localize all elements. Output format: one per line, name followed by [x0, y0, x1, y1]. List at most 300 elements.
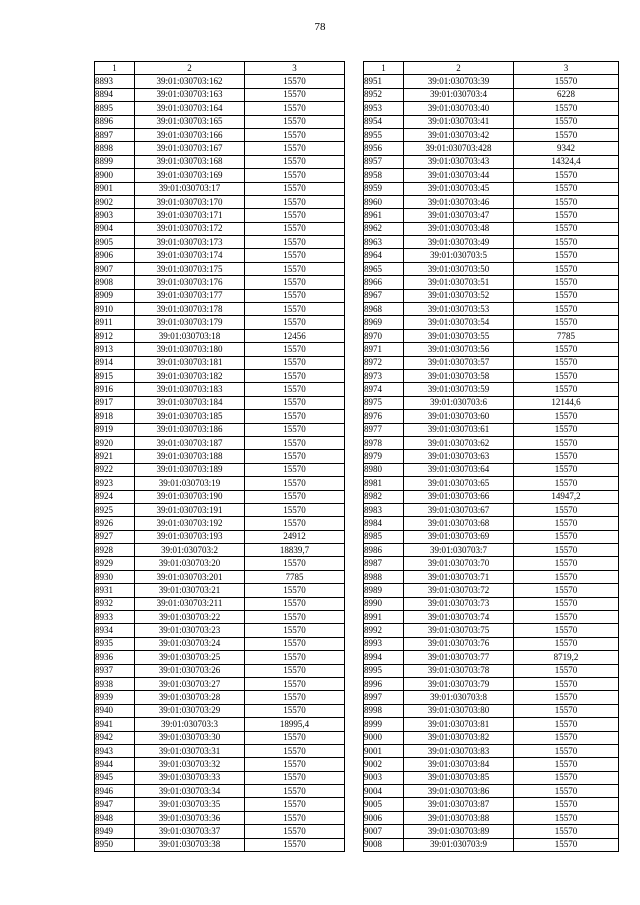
row-number: 8924: [95, 490, 135, 503]
cadastral-number: 39:01:030703:45: [404, 182, 514, 195]
cadastral-number: 39:01:030703:183: [135, 383, 245, 396]
cadastral-number: 39:01:030703:78: [404, 664, 514, 677]
left-table-body: [95, 75, 345, 852]
row-number: 8963: [364, 236, 404, 249]
cadastral-number: 39:01:030703:172: [135, 222, 245, 235]
value: 15570: [245, 758, 345, 771]
row-number: 8915: [95, 369, 135, 382]
row-number: 8973: [364, 369, 404, 382]
table-row: [95, 276, 345, 289]
value: 12144,6: [514, 396, 619, 409]
value: 15570: [514, 303, 619, 316]
value: 15570: [245, 423, 345, 436]
value: 15570: [514, 316, 619, 329]
row-number: 8965: [364, 262, 404, 275]
cadastral-number: 39:01:030703:174: [135, 249, 245, 262]
value: 15570: [514, 463, 619, 476]
cadastral-number: 39:01:030703:8: [404, 691, 514, 704]
row-number: 8992: [364, 624, 404, 637]
table-row: [364, 209, 619, 222]
value: 15570: [514, 838, 619, 851]
value: 15570: [514, 477, 619, 490]
value: 18839,7: [245, 544, 345, 557]
row-number: 8908: [95, 276, 135, 289]
value: 15570: [245, 102, 345, 115]
cadastral-number: 39:01:030703:189: [135, 463, 245, 476]
cadastral-number: 39:01:030703:39: [404, 75, 514, 88]
cadastral-number: 39:01:030703:49: [404, 236, 514, 249]
table-row: [95, 677, 345, 690]
cadastral-number: 39:01:030703:32: [135, 758, 245, 771]
cadastral-number: 39:01:030703:175: [135, 262, 245, 275]
cadastral-number: 39:01:030703:17: [135, 182, 245, 195]
cadastral-number: 39:01:030703:30: [135, 731, 245, 744]
table-row: [95, 704, 345, 717]
row-number: 8930: [95, 570, 135, 583]
value: 15570: [245, 289, 345, 302]
row-number: 8941: [95, 718, 135, 731]
cadastral-number: 39:01:030703:47: [404, 209, 514, 222]
row-number: 8923: [95, 477, 135, 490]
column-header-1: 1: [364, 62, 404, 75]
cadastral-number: 39:01:030703:20: [135, 557, 245, 570]
cadastral-number: 39:01:030703:35: [135, 798, 245, 811]
table-row: [364, 222, 619, 235]
right-table-body: [364, 75, 619, 852]
cadastral-number: 39:01:030703:62: [404, 436, 514, 449]
value: 14324,4: [514, 155, 619, 168]
value: 15570: [514, 423, 619, 436]
row-number: 8932: [95, 597, 135, 610]
cadastral-number: 39:01:030703:29: [135, 704, 245, 717]
value: 15570: [245, 450, 345, 463]
row-number: 8901: [95, 182, 135, 195]
row-number: 8979: [364, 450, 404, 463]
row-number: 9005: [364, 798, 404, 811]
cadastral-number: 39:01:030703:22: [135, 611, 245, 624]
cadastral-number: 39:01:030703:176: [135, 276, 245, 289]
table-row: [95, 557, 345, 570]
cadastral-number: 39:01:030703:190: [135, 490, 245, 503]
value: 15570: [514, 75, 619, 88]
row-number: 8986: [364, 544, 404, 557]
header-row: [95, 62, 345, 75]
cadastral-number: 39:01:030703:193: [135, 530, 245, 543]
row-number: 8964: [364, 249, 404, 262]
table-row: [364, 383, 619, 396]
row-number: 8977: [364, 423, 404, 436]
cadastral-number: 39:01:030703:69: [404, 530, 514, 543]
row-number: 8955: [364, 128, 404, 141]
value: 18995,4: [245, 718, 345, 731]
table-row: [364, 744, 619, 757]
value: 15570: [514, 584, 619, 597]
value: 15570: [514, 677, 619, 690]
cadastral-number: 39:01:030703:71: [404, 570, 514, 583]
row-number: 8914: [95, 356, 135, 369]
row-number: 8951: [364, 75, 404, 88]
value: 15570: [514, 262, 619, 275]
table-row: [95, 289, 345, 302]
table-row: [364, 396, 619, 409]
table-row: [95, 249, 345, 262]
cadastral-number: 39:01:030703:84: [404, 758, 514, 771]
cadastral-number: 39:01:030703:43: [404, 155, 514, 168]
table-row: [364, 825, 619, 838]
cadastral-number: 39:01:030703:2: [135, 544, 245, 557]
value: 15570: [514, 758, 619, 771]
cadastral-number: 39:01:030703:7: [404, 544, 514, 557]
row-number: 8926: [95, 517, 135, 530]
cadastral-number: 39:01:030703:18: [135, 329, 245, 342]
value: 15570: [245, 115, 345, 128]
row-number: 9003: [364, 771, 404, 784]
value: 15570: [245, 369, 345, 382]
row-number: 9007: [364, 825, 404, 838]
row-number: 8943: [95, 744, 135, 757]
right-table: [363, 61, 619, 852]
row-number: 8988: [364, 570, 404, 583]
row-number: 8919: [95, 423, 135, 436]
table-row: [95, 798, 345, 811]
value: 15570: [245, 517, 345, 530]
row-number: 8936: [95, 651, 135, 664]
table-row: [364, 450, 619, 463]
table-row: [364, 490, 619, 503]
cadastral-number: 39:01:030703:50: [404, 262, 514, 275]
row-number: 8900: [95, 169, 135, 182]
row-number: 8948: [95, 811, 135, 824]
cadastral-number: 39:01:030703:59: [404, 383, 514, 396]
cadastral-number: 39:01:030703:167: [135, 142, 245, 155]
row-number: 8971: [364, 343, 404, 356]
table-row: [364, 557, 619, 570]
value: 15570: [245, 677, 345, 690]
cadastral-number: 39:01:030703:164: [135, 102, 245, 115]
cadastral-number: 39:01:030703:76: [404, 637, 514, 650]
table-row: [95, 517, 345, 530]
cadastral-number: 39:01:030703:70: [404, 557, 514, 570]
value: 15570: [514, 825, 619, 838]
value: 15570: [245, 396, 345, 409]
row-number: 8984: [364, 517, 404, 530]
table-row: [364, 410, 619, 423]
row-number: 8966: [364, 276, 404, 289]
cadastral-number: 39:01:030703:24: [135, 637, 245, 650]
value: 15570: [514, 369, 619, 382]
row-number: 8913: [95, 343, 135, 356]
row-number: 9002: [364, 758, 404, 771]
table-row: [364, 637, 619, 650]
cadastral-number: 39:01:030703:25: [135, 651, 245, 664]
cadastral-number: 39:01:030703:33: [135, 771, 245, 784]
value: 15570: [514, 530, 619, 543]
table-row: [95, 195, 345, 208]
value: 15570: [514, 128, 619, 141]
table-row: [95, 744, 345, 757]
row-number: 8993: [364, 637, 404, 650]
cadastral-number: 39:01:030703:68: [404, 517, 514, 530]
cadastral-number: 39:01:030703:23: [135, 624, 245, 637]
table-row: [364, 343, 619, 356]
row-number: 8893: [95, 75, 135, 88]
column-header-2: 2: [135, 62, 245, 75]
table-row: [95, 490, 345, 503]
cadastral-number: 39:01:030703:428: [404, 142, 514, 155]
table-row: [364, 423, 619, 436]
row-number: 8909: [95, 289, 135, 302]
cadastral-number: 39:01:030703:46: [404, 195, 514, 208]
row-number: 9001: [364, 744, 404, 757]
value: 15570: [514, 785, 619, 798]
row-number: 8910: [95, 303, 135, 316]
table-row: [95, 169, 345, 182]
cadastral-number: 39:01:030703:44: [404, 169, 514, 182]
table-row: [95, 785, 345, 798]
table-row: [95, 209, 345, 222]
row-number: 8983: [364, 503, 404, 516]
cadastral-number: 39:01:030703:31: [135, 744, 245, 757]
row-number: 8975: [364, 396, 404, 409]
table-row: [95, 825, 345, 838]
value: 15570: [514, 744, 619, 757]
cadastral-number: 39:01:030703:64: [404, 463, 514, 476]
value: 15570: [245, 624, 345, 637]
row-number: 8902: [95, 195, 135, 208]
value: 15570: [514, 611, 619, 624]
table-row: [364, 356, 619, 369]
cadastral-number: 39:01:030703:169: [135, 169, 245, 182]
row-number: 8996: [364, 677, 404, 690]
value: 15570: [245, 128, 345, 141]
table-row: [95, 570, 345, 583]
table-row: [364, 169, 619, 182]
cadastral-number: 39:01:030703:19: [135, 477, 245, 490]
value: 15570: [245, 811, 345, 824]
value: 15570: [245, 262, 345, 275]
cadastral-number: 39:01:030703:83: [404, 744, 514, 757]
value: 15570: [514, 356, 619, 369]
value: 15570: [514, 102, 619, 115]
value: 15570: [514, 450, 619, 463]
table-row: [95, 128, 345, 141]
table-row: [364, 249, 619, 262]
cadastral-number: 39:01:030703:185: [135, 410, 245, 423]
table-row: [364, 664, 619, 677]
row-number: 9008: [364, 838, 404, 851]
row-number: 8949: [95, 825, 135, 838]
table-row: [364, 477, 619, 490]
table-row: [364, 597, 619, 610]
row-number: 8921: [95, 450, 135, 463]
value: 7785: [245, 570, 345, 583]
row-number: 8903: [95, 209, 135, 222]
row-number: 8994: [364, 651, 404, 664]
cadastral-number: 39:01:030703:51: [404, 276, 514, 289]
value: 15570: [514, 731, 619, 744]
table-row: [364, 811, 619, 824]
row-number: 8916: [95, 383, 135, 396]
cadastral-number: 39:01:030703:48: [404, 222, 514, 235]
table-row: [95, 222, 345, 235]
value: 15570: [245, 611, 345, 624]
value: 15570: [245, 651, 345, 664]
table-row: [95, 75, 345, 88]
row-number: 8967: [364, 289, 404, 302]
row-number: 8985: [364, 530, 404, 543]
cadastral-number: 39:01:030703:162: [135, 75, 245, 88]
value: 15570: [245, 236, 345, 249]
table-row: [364, 758, 619, 771]
value: 15570: [514, 410, 619, 423]
column-header-3: 3: [245, 62, 345, 75]
value: 15570: [245, 691, 345, 704]
value: 15570: [514, 771, 619, 784]
table-row: [95, 88, 345, 101]
column-header-2: 2: [404, 62, 514, 75]
cadastral-number: 39:01:030703:180: [135, 343, 245, 356]
row-number: 8947: [95, 798, 135, 811]
cadastral-number: 39:01:030703:170: [135, 195, 245, 208]
value: 24912: [245, 530, 345, 543]
value: 15570: [514, 343, 619, 356]
row-number: 8894: [95, 88, 135, 101]
value: 15570: [245, 798, 345, 811]
cadastral-number: 39:01:030703:55: [404, 329, 514, 342]
value: 15570: [245, 249, 345, 262]
value: 15570: [245, 490, 345, 503]
table-row: [95, 329, 345, 342]
cadastral-number: 39:01:030703:26: [135, 664, 245, 677]
cadastral-number: 39:01:030703:85: [404, 771, 514, 784]
cadastral-number: 39:01:030703:79: [404, 677, 514, 690]
row-number: 8956: [364, 142, 404, 155]
row-number: 8944: [95, 758, 135, 771]
row-number: 8946: [95, 785, 135, 798]
cadastral-number: 39:01:030703:36: [135, 811, 245, 824]
cadastral-number: 39:01:030703:6: [404, 396, 514, 409]
cadastral-number: 39:01:030703:82: [404, 731, 514, 744]
cadastral-number: 39:01:030703:37: [135, 825, 245, 838]
row-number: 8907: [95, 262, 135, 275]
table-row: [364, 838, 619, 851]
table-row: [95, 356, 345, 369]
value: 9342: [514, 142, 619, 155]
value: 15570: [514, 195, 619, 208]
table-row: [95, 463, 345, 476]
value: 15570: [514, 798, 619, 811]
table-row: [95, 544, 345, 557]
table-row: [364, 88, 619, 101]
row-number: 8899: [95, 155, 135, 168]
table-row: [364, 369, 619, 382]
row-number: 8927: [95, 530, 135, 543]
row-number: 8938: [95, 677, 135, 690]
row-number: 9004: [364, 785, 404, 798]
cadastral-number: 39:01:030703:168: [135, 155, 245, 168]
row-number: 8953: [364, 102, 404, 115]
row-number: 8962: [364, 222, 404, 235]
row-number: 8957: [364, 155, 404, 168]
header-row: [364, 62, 619, 75]
cadastral-number: 39:01:030703:211: [135, 597, 245, 610]
value: 15570: [245, 436, 345, 449]
row-number: 8918: [95, 410, 135, 423]
value: 15570: [245, 838, 345, 851]
value: 15570: [514, 503, 619, 516]
value: 15570: [514, 517, 619, 530]
table-row: [95, 624, 345, 637]
row-number: 8998: [364, 704, 404, 717]
table-row: [364, 584, 619, 597]
value: 15570: [514, 222, 619, 235]
value: 15570: [514, 169, 619, 182]
value: 15570: [514, 249, 619, 262]
row-number: 8906: [95, 249, 135, 262]
table-row: [364, 155, 619, 168]
cadastral-number: 39:01:030703:187: [135, 436, 245, 449]
table-row: [95, 115, 345, 128]
value: 15570: [245, 825, 345, 838]
value: 15570: [245, 785, 345, 798]
value: 15570: [514, 557, 619, 570]
value: 15570: [514, 289, 619, 302]
value: 15570: [245, 410, 345, 423]
table-row: [95, 303, 345, 316]
table-row: [364, 289, 619, 302]
row-number: 8982: [364, 490, 404, 503]
value: 15570: [245, 584, 345, 597]
value: 15570: [514, 209, 619, 222]
row-number: 8904: [95, 222, 135, 235]
cadastral-number: 39:01:030703:177: [135, 289, 245, 302]
cadastral-number: 39:01:030703:67: [404, 503, 514, 516]
value: 15570: [245, 316, 345, 329]
row-number: 8972: [364, 356, 404, 369]
cadastral-number: 39:01:030703:191: [135, 503, 245, 516]
cadastral-number: 39:01:030703:5: [404, 249, 514, 262]
table-row: [95, 236, 345, 249]
table-row: [364, 128, 619, 141]
value: 15570: [245, 463, 345, 476]
cadastral-number: 39:01:030703:57: [404, 356, 514, 369]
value: 15570: [245, 503, 345, 516]
cadastral-number: 39:01:030703:173: [135, 236, 245, 249]
row-number: 8929: [95, 557, 135, 570]
value: 15570: [245, 704, 345, 717]
value: 15570: [245, 356, 345, 369]
table-row: [364, 436, 619, 449]
table-row: [95, 102, 345, 115]
row-number: 8920: [95, 436, 135, 449]
table-row: [95, 597, 345, 610]
table-row: [95, 838, 345, 851]
row-number: 8934: [95, 624, 135, 637]
row-number: 8978: [364, 436, 404, 449]
value: 15570: [245, 222, 345, 235]
cadastral-number: 39:01:030703:188: [135, 450, 245, 463]
row-number: 8940: [95, 704, 135, 717]
cadastral-number: 39:01:030703:182: [135, 369, 245, 382]
table-row: [95, 651, 345, 664]
table-row: [364, 463, 619, 476]
row-number: 8999: [364, 718, 404, 731]
value: 15570: [245, 155, 345, 168]
cadastral-number: 39:01:030703:66: [404, 490, 514, 503]
cadastral-number: 39:01:030703:88: [404, 811, 514, 824]
value: 15570: [245, 88, 345, 101]
row-number: 8905: [95, 236, 135, 249]
